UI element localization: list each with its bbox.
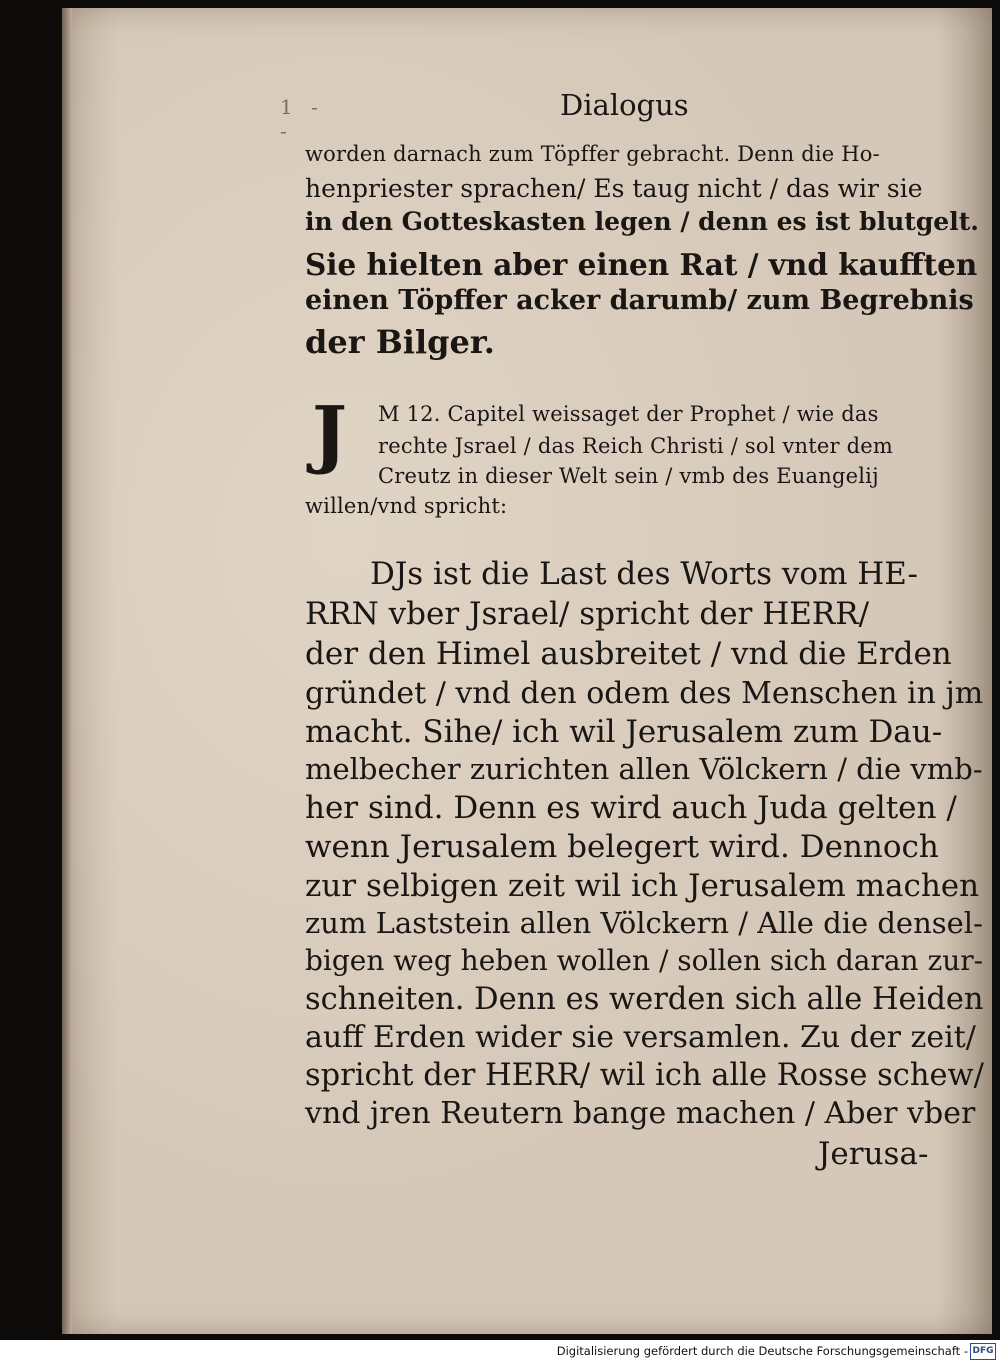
- text-line: henpriester sprachen/ Es taug nicht / das wir sie: [305, 174, 923, 203]
- text-line: M 12. Capitel weissaget der Prophet / wie das: [378, 402, 879, 426]
- text-line: DJs ist die Last des Worts vom HE-: [370, 556, 918, 592]
- page-mark: 1 - -: [280, 95, 324, 143]
- running-head: Dialogus: [560, 88, 689, 122]
- text-line: bigen weg heben wollen / sollen sich daran zur-: [305, 944, 984, 977]
- text-line: spricht der HERR/ wil ich alle Rosse schew/: [305, 1058, 984, 1093]
- text-line: zur selbigen zeit wil ich Jerusalem machen: [305, 868, 980, 904]
- text-line: wenn Jerusalem belegert wird. Dennoch: [305, 829, 939, 865]
- text-line: Creutz in dieser Welt sein / vmb des Euangelij: [378, 464, 879, 488]
- text-line: der Bilger.: [305, 323, 495, 361]
- text-line: gründet / vnd den odem des Menschen in jm: [305, 676, 984, 711]
- text-line: auff Erden wider sie versamlen. Zu der zeit/: [305, 1020, 976, 1055]
- text-line: melbecher zurichten allen Völckern / die vmb-: [305, 752, 983, 786]
- text-line: zum Laststein allen Völckern / Alle die densel-: [305, 906, 983, 940]
- text-line: worden darnach zum Töpffer gebracht. Denn die Ho-: [305, 142, 880, 166]
- text-line: einen Töpffer acker darumb/ zum Begrebnis: [305, 285, 974, 316]
- dfg-logo: DFG: [970, 1343, 996, 1360]
- text-line: der den Himel ausbreitet / vnd die Erden: [305, 636, 952, 672]
- text-line: Sie hielten aber einen Rat / vnd kaufften: [305, 247, 978, 282]
- catchword: Jerusa-: [818, 1136, 929, 1172]
- funding-credit: Digitalisierung gefördert durch die Deutsche Forschungsgemeinschaft -: [556, 1344, 968, 1358]
- drop-initial: J: [312, 391, 348, 477]
- text-line: in den Gotteskasten legen / denn es ist blutgelt.: [305, 207, 979, 236]
- text-line: her sind. Denn es wird auch Juda gelten /: [305, 790, 957, 826]
- text-line: willen/vnd spricht:: [305, 494, 508, 518]
- text-line: macht. Sihe/ ich wil Jerusalem zum Dau-: [305, 714, 943, 750]
- page-gutter: [62, 8, 72, 1334]
- text-line: schneiten. Denn es werden sich alle Heiden: [305, 982, 984, 1017]
- text-line: rechte Jsrael / das Reich Christi / sol vnter dem: [378, 434, 894, 458]
- footer-bar: [0, 1340, 1000, 1362]
- text-line: RRN vber Jsrael/ spricht der HERR/: [305, 596, 870, 632]
- text-line: vnd jren Reutern bange machen / Aber vber: [305, 1096, 976, 1131]
